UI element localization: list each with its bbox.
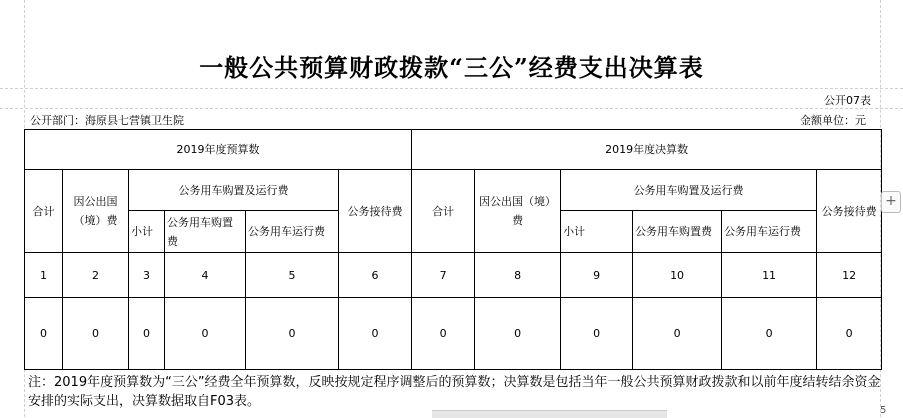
header-vehicle-operation: 公务用车运行费 — [722, 211, 817, 253]
page-title: 一般公共预算财政拨款“三公”经费支出决算表 — [199, 53, 704, 82]
value-cell: 0 — [722, 298, 817, 370]
value-cell: 0 — [339, 298, 412, 370]
index-cell: 4 — [165, 253, 246, 298]
department-label: 公开部门：海原县七营镇卫生院 — [30, 114, 184, 127]
index-cell: 5 — [246, 253, 339, 298]
value-cell: 0 — [129, 298, 165, 370]
header-reception: 公务接待费 — [339, 170, 412, 253]
header-total: 合计 — [412, 170, 475, 253]
grid-line — [0, 88, 903, 89]
header-vehicle-group: 公务用车购置及运行费 — [129, 170, 339, 211]
header-vehicle-purchase: 公务用车购置费 — [633, 211, 722, 253]
index-cell: 11 — [722, 253, 817, 298]
header-subtotal: 小计 — [129, 211, 165, 253]
index-cell: 1 — [25, 253, 63, 298]
corner-mark: 5 — [880, 405, 887, 416]
add-column-button[interactable]: + — [881, 191, 901, 213]
value-cell: 0 — [63, 298, 129, 370]
value-cell: 0 — [817, 298, 882, 370]
header-vehicle-group: 公务用车购置及运行费 — [561, 170, 817, 211]
index-cell: 2 — [63, 253, 129, 298]
index-cell: 9 — [561, 253, 633, 298]
header-subtotal: 小计 — [561, 211, 633, 253]
value-cell: 0 — [561, 298, 633, 370]
three-public-expense-table — [24, 129, 882, 370]
header-abroad: 因公出国（境）费 — [475, 170, 561, 253]
header-abroad: 因公出国（境）费 — [63, 170, 129, 253]
value-cell: 0 — [633, 298, 722, 370]
final-group-header: 2019年度决算数 — [412, 130, 882, 170]
budget-group-header: 2019年度预算数 — [25, 130, 412, 170]
grid-line — [0, 108, 903, 109]
header-vehicle-purchase: 公务用车购置费 — [165, 211, 246, 253]
index-cell: 12 — [817, 253, 882, 298]
value-cell: 0 — [412, 298, 475, 370]
index-cell: 6 — [339, 253, 412, 298]
table-row — [25, 298, 882, 370]
form-code: 公开07表 — [824, 94, 871, 107]
unit-label: 金额单位：元 — [800, 114, 866, 127]
value-cell: 0 — [246, 298, 339, 370]
index-cell: 7 — [412, 253, 475, 298]
value-cell: 0 — [25, 298, 63, 370]
footnote: 注：2019年度预算数为“三公”经费全年预算数，反映按规定程序调整后的预算数；决算数是包括当年一般公共预算财政拨款和以前年度结转结余资金安排的实际支出，决算数据取自F03表。 — [28, 375, 881, 409]
index-cell: 8 — [475, 253, 561, 298]
index-cell: 3 — [129, 253, 165, 298]
header-vehicle-operation: 公务用车运行费 — [246, 211, 339, 253]
table-row — [25, 253, 882, 298]
value-cell: 0 — [475, 298, 561, 370]
index-cell: 10 — [633, 253, 722, 298]
value-cell: 0 — [165, 298, 246, 370]
header-reception: 公务接待费 — [817, 170, 882, 253]
header-total: 合计 — [25, 170, 63, 253]
